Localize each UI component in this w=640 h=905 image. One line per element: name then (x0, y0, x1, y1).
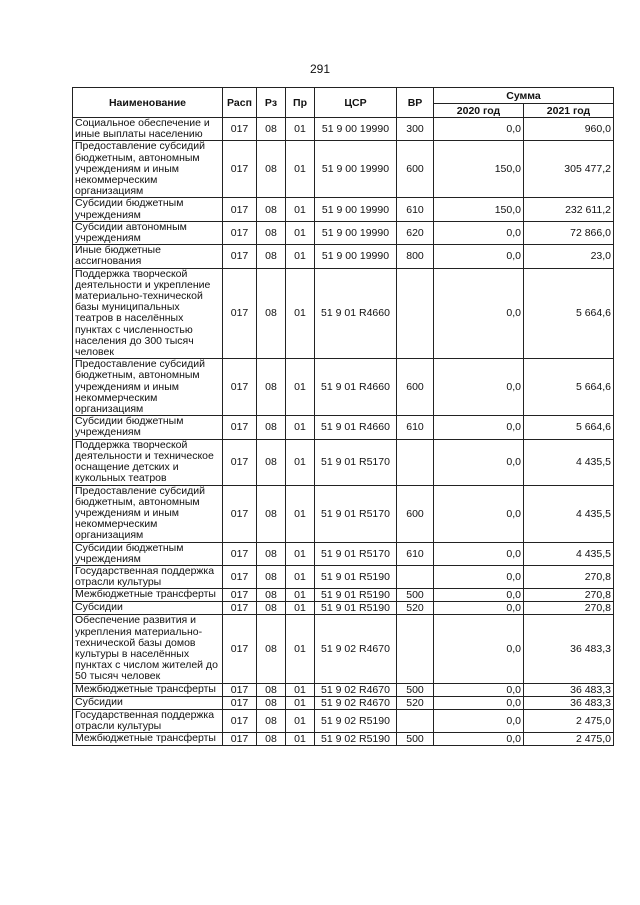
cell-pr: 01 (286, 615, 315, 683)
cell-rz: 08 (257, 268, 286, 359)
cell-2021: 960,0 (524, 118, 614, 141)
cell-pr: 01 (286, 416, 315, 439)
cell-vr (397, 615, 434, 683)
cell-pr: 01 (286, 141, 315, 198)
cell-2020: 150,0 (434, 198, 524, 221)
cell-rz: 08 (257, 198, 286, 221)
cell-2020: 0,0 (434, 683, 524, 696)
cell-2021: 5 664,6 (524, 359, 614, 416)
cell-2020: 0,0 (434, 615, 524, 683)
cell-rz: 08 (257, 542, 286, 565)
cell-csr: 51 9 01 R5170 (315, 439, 397, 485)
cell-csr: 51 9 02 R5190 (315, 732, 397, 745)
cell-vr: 610 (397, 416, 434, 439)
cell-rasp: 017 (223, 221, 257, 244)
cell-rasp: 017 (223, 245, 257, 268)
cell-2020: 0,0 (434, 359, 524, 416)
cell-rz: 08 (257, 683, 286, 696)
cell-vr: 520 (397, 696, 434, 709)
cell-rasp: 017 (223, 696, 257, 709)
cell-csr: 51 9 01 R4660 (315, 416, 397, 439)
cell-rasp: 017 (223, 565, 257, 588)
cell-vr (397, 439, 434, 485)
cell-name: Субсидии (73, 602, 223, 615)
cell-csr: 51 9 01 R5170 (315, 485, 397, 542)
table-row (73, 221, 614, 244)
cell-vr (397, 268, 434, 359)
header-2020: 2020 год (434, 104, 524, 118)
cell-name: Предоставление субсидий бюджетным, автономным учреждениям и иным некоммерческим организациям (73, 141, 223, 198)
cell-2021: 2 475,0 (524, 732, 614, 745)
cell-rz: 08 (257, 416, 286, 439)
cell-csr: 51 9 01 R5190 (315, 565, 397, 588)
cell-2020: 0,0 (434, 732, 524, 745)
table-row (73, 198, 614, 221)
cell-rasp: 017 (223, 683, 257, 696)
cell-2020: 150,0 (434, 141, 524, 198)
cell-csr: 51 9 00 19990 (315, 221, 397, 244)
cell-csr: 51 9 02 R4670 (315, 696, 397, 709)
cell-name: Предоставление субсидий бюджетным, автономным учреждениям и иным некоммерческим организациям (73, 485, 223, 542)
cell-vr (397, 565, 434, 588)
header-2021: 2021 год (524, 104, 614, 118)
cell-vr: 610 (397, 542, 434, 565)
cell-rasp: 017 (223, 268, 257, 359)
cell-pr: 01 (286, 359, 315, 416)
cell-rz: 08 (257, 602, 286, 615)
cell-2020: 0,0 (434, 602, 524, 615)
header-name: Наименование (73, 88, 223, 118)
table-row (73, 565, 614, 588)
cell-2020: 0,0 (434, 565, 524, 588)
cell-2021: 2 475,0 (524, 709, 614, 732)
cell-2021: 4 435,5 (524, 485, 614, 542)
cell-pr: 01 (286, 696, 315, 709)
cell-rasp: 017 (223, 602, 257, 615)
cell-pr: 01 (286, 589, 315, 602)
cell-2021: 5 664,6 (524, 416, 614, 439)
cell-2020: 0,0 (434, 439, 524, 485)
cell-pr: 01 (286, 709, 315, 732)
cell-rz: 08 (257, 589, 286, 602)
cell-csr: 51 9 00 19990 (315, 141, 397, 198)
cell-rz: 08 (257, 141, 286, 198)
cell-2021: 270,8 (524, 589, 614, 602)
cell-2021: 270,8 (524, 602, 614, 615)
cell-name: Межбюджетные трансферты (73, 732, 223, 745)
cell-name: Субсидии бюджетным учреждениям (73, 416, 223, 439)
cell-name: Субсидии (73, 696, 223, 709)
cell-name: Поддержка творческой деятельности и укрепление материально-технической базы муниципальных театров в населённых пунктах с численностью населения до 300 тысяч человек (73, 268, 223, 359)
cell-rasp: 017 (223, 615, 257, 683)
header-rz: Рз (257, 88, 286, 118)
cell-vr: 500 (397, 732, 434, 745)
cell-2021: 36 483,3 (524, 696, 614, 709)
cell-csr: 51 9 00 19990 (315, 198, 397, 221)
cell-2020: 0,0 (434, 542, 524, 565)
cell-rasp: 017 (223, 359, 257, 416)
cell-vr (397, 709, 434, 732)
table-row (73, 439, 614, 485)
cell-csr: 51 9 02 R4670 (315, 615, 397, 683)
cell-rz: 08 (257, 485, 286, 542)
cell-rz: 08 (257, 709, 286, 732)
table-row (73, 732, 614, 745)
cell-vr: 600 (397, 485, 434, 542)
table-row (73, 683, 614, 696)
cell-rasp: 017 (223, 732, 257, 745)
table-row (73, 141, 614, 198)
budget-table (72, 87, 614, 746)
cell-csr: 51 9 01 R5170 (315, 542, 397, 565)
cell-vr: 610 (397, 198, 434, 221)
cell-2021: 4 435,5 (524, 542, 614, 565)
cell-name: Субсидии автономным учреждениям (73, 221, 223, 244)
cell-rz: 08 (257, 221, 286, 244)
cell-2021: 36 483,3 (524, 683, 614, 696)
table-row (73, 416, 614, 439)
cell-rz: 08 (257, 565, 286, 588)
cell-name: Межбюджетные трансферты (73, 683, 223, 696)
header-pr: Пр (286, 88, 315, 118)
cell-pr: 01 (286, 245, 315, 268)
cell-name: Межбюджетные трансферты (73, 589, 223, 602)
cell-pr: 01 (286, 198, 315, 221)
table-row (73, 359, 614, 416)
cell-rz: 08 (257, 439, 286, 485)
cell-name: Иные бюджетные ассигнования (73, 245, 223, 268)
table-row (73, 268, 614, 359)
cell-2020: 0,0 (434, 118, 524, 141)
table-row (73, 485, 614, 542)
cell-pr: 01 (286, 268, 315, 359)
cell-csr: 51 9 01 R5190 (315, 589, 397, 602)
cell-2021: 4 435,5 (524, 439, 614, 485)
cell-2021: 36 483,3 (524, 615, 614, 683)
cell-csr: 51 9 00 19990 (315, 118, 397, 141)
cell-pr: 01 (286, 485, 315, 542)
cell-2020: 0,0 (434, 696, 524, 709)
header-rasp: Расп (223, 88, 257, 118)
cell-vr: 300 (397, 118, 434, 141)
cell-pr: 01 (286, 565, 315, 588)
cell-csr: 51 9 02 R5190 (315, 709, 397, 732)
page-number: 291 (309, 62, 331, 76)
table-row (73, 245, 614, 268)
table-header-row (73, 88, 614, 104)
cell-csr: 51 9 02 R4670 (315, 683, 397, 696)
table-row (73, 589, 614, 602)
cell-rz: 08 (257, 732, 286, 745)
cell-rz: 08 (257, 245, 286, 268)
cell-2020: 0,0 (434, 589, 524, 602)
cell-rasp: 017 (223, 709, 257, 732)
cell-rz: 08 (257, 359, 286, 416)
cell-pr: 01 (286, 602, 315, 615)
cell-pr: 01 (286, 683, 315, 696)
table-row (73, 709, 614, 732)
cell-rasp: 017 (223, 439, 257, 485)
cell-vr: 800 (397, 245, 434, 268)
cell-vr: 600 (397, 359, 434, 416)
cell-name: Государственная поддержка отрасли культуры (73, 709, 223, 732)
cell-csr: 51 9 01 R4660 (315, 268, 397, 359)
cell-rasp: 017 (223, 141, 257, 198)
cell-pr: 01 (286, 439, 315, 485)
cell-vr: 600 (397, 141, 434, 198)
table-row (73, 696, 614, 709)
table-body (73, 118, 614, 746)
cell-rasp: 017 (223, 589, 257, 602)
cell-pr: 01 (286, 118, 315, 141)
table-row (73, 118, 614, 141)
cell-pr: 01 (286, 732, 315, 745)
cell-csr: 51 9 00 19990 (315, 245, 397, 268)
cell-pr: 01 (286, 542, 315, 565)
cell-name: Государственная поддержка отрасли культуры (73, 565, 223, 588)
cell-2020: 0,0 (434, 221, 524, 244)
cell-name: Субсидии бюджетным учреждениям (73, 198, 223, 221)
table-row (73, 615, 614, 683)
cell-rasp: 017 (223, 542, 257, 565)
cell-rasp: 017 (223, 118, 257, 141)
cell-name: Субсидии бюджетным учреждениям (73, 542, 223, 565)
cell-name: Поддержка творческой деятельности и техническое оснащение детских и кукольных театров (73, 439, 223, 485)
cell-csr: 51 9 01 R4660 (315, 359, 397, 416)
cell-name: Социальное обеспечение и иные выплаты населению (73, 118, 223, 141)
cell-vr: 500 (397, 683, 434, 696)
header-sum: Сумма (434, 88, 614, 104)
header-csr: ЦСР (315, 88, 397, 118)
header-vr: ВР (397, 88, 434, 118)
cell-rasp: 017 (223, 485, 257, 542)
cell-csr: 51 9 01 R5190 (315, 602, 397, 615)
cell-2020: 0,0 (434, 416, 524, 439)
cell-2020: 0,0 (434, 485, 524, 542)
cell-2021: 270,8 (524, 565, 614, 588)
table-row (73, 602, 614, 615)
cell-vr: 500 (397, 589, 434, 602)
cell-2021: 23,0 (524, 245, 614, 268)
cell-2020: 0,0 (434, 245, 524, 268)
cell-rz: 08 (257, 615, 286, 683)
table-row (73, 542, 614, 565)
cell-vr: 520 (397, 602, 434, 615)
cell-name: Предоставление субсидий бюджетным, автономным учреждениям и иным некоммерческим организациям (73, 359, 223, 416)
cell-name: Обеспечение развития и укрепления материально-технической базы домов культуры в населённых пунктах с числом жителей до 50 тысяч человек (73, 615, 223, 683)
cell-rz: 08 (257, 118, 286, 141)
cell-2020: 0,0 (434, 709, 524, 732)
cell-rz: 08 (257, 696, 286, 709)
cell-2021: 232 611,2 (524, 198, 614, 221)
cell-2021: 72 866,0 (524, 221, 614, 244)
cell-vr: 620 (397, 221, 434, 244)
cell-pr: 01 (286, 221, 315, 244)
cell-2020: 0,0 (434, 268, 524, 359)
cell-rasp: 017 (223, 198, 257, 221)
cell-2021: 5 664,6 (524, 268, 614, 359)
cell-2021: 305 477,2 (524, 141, 614, 198)
cell-rasp: 017 (223, 416, 257, 439)
